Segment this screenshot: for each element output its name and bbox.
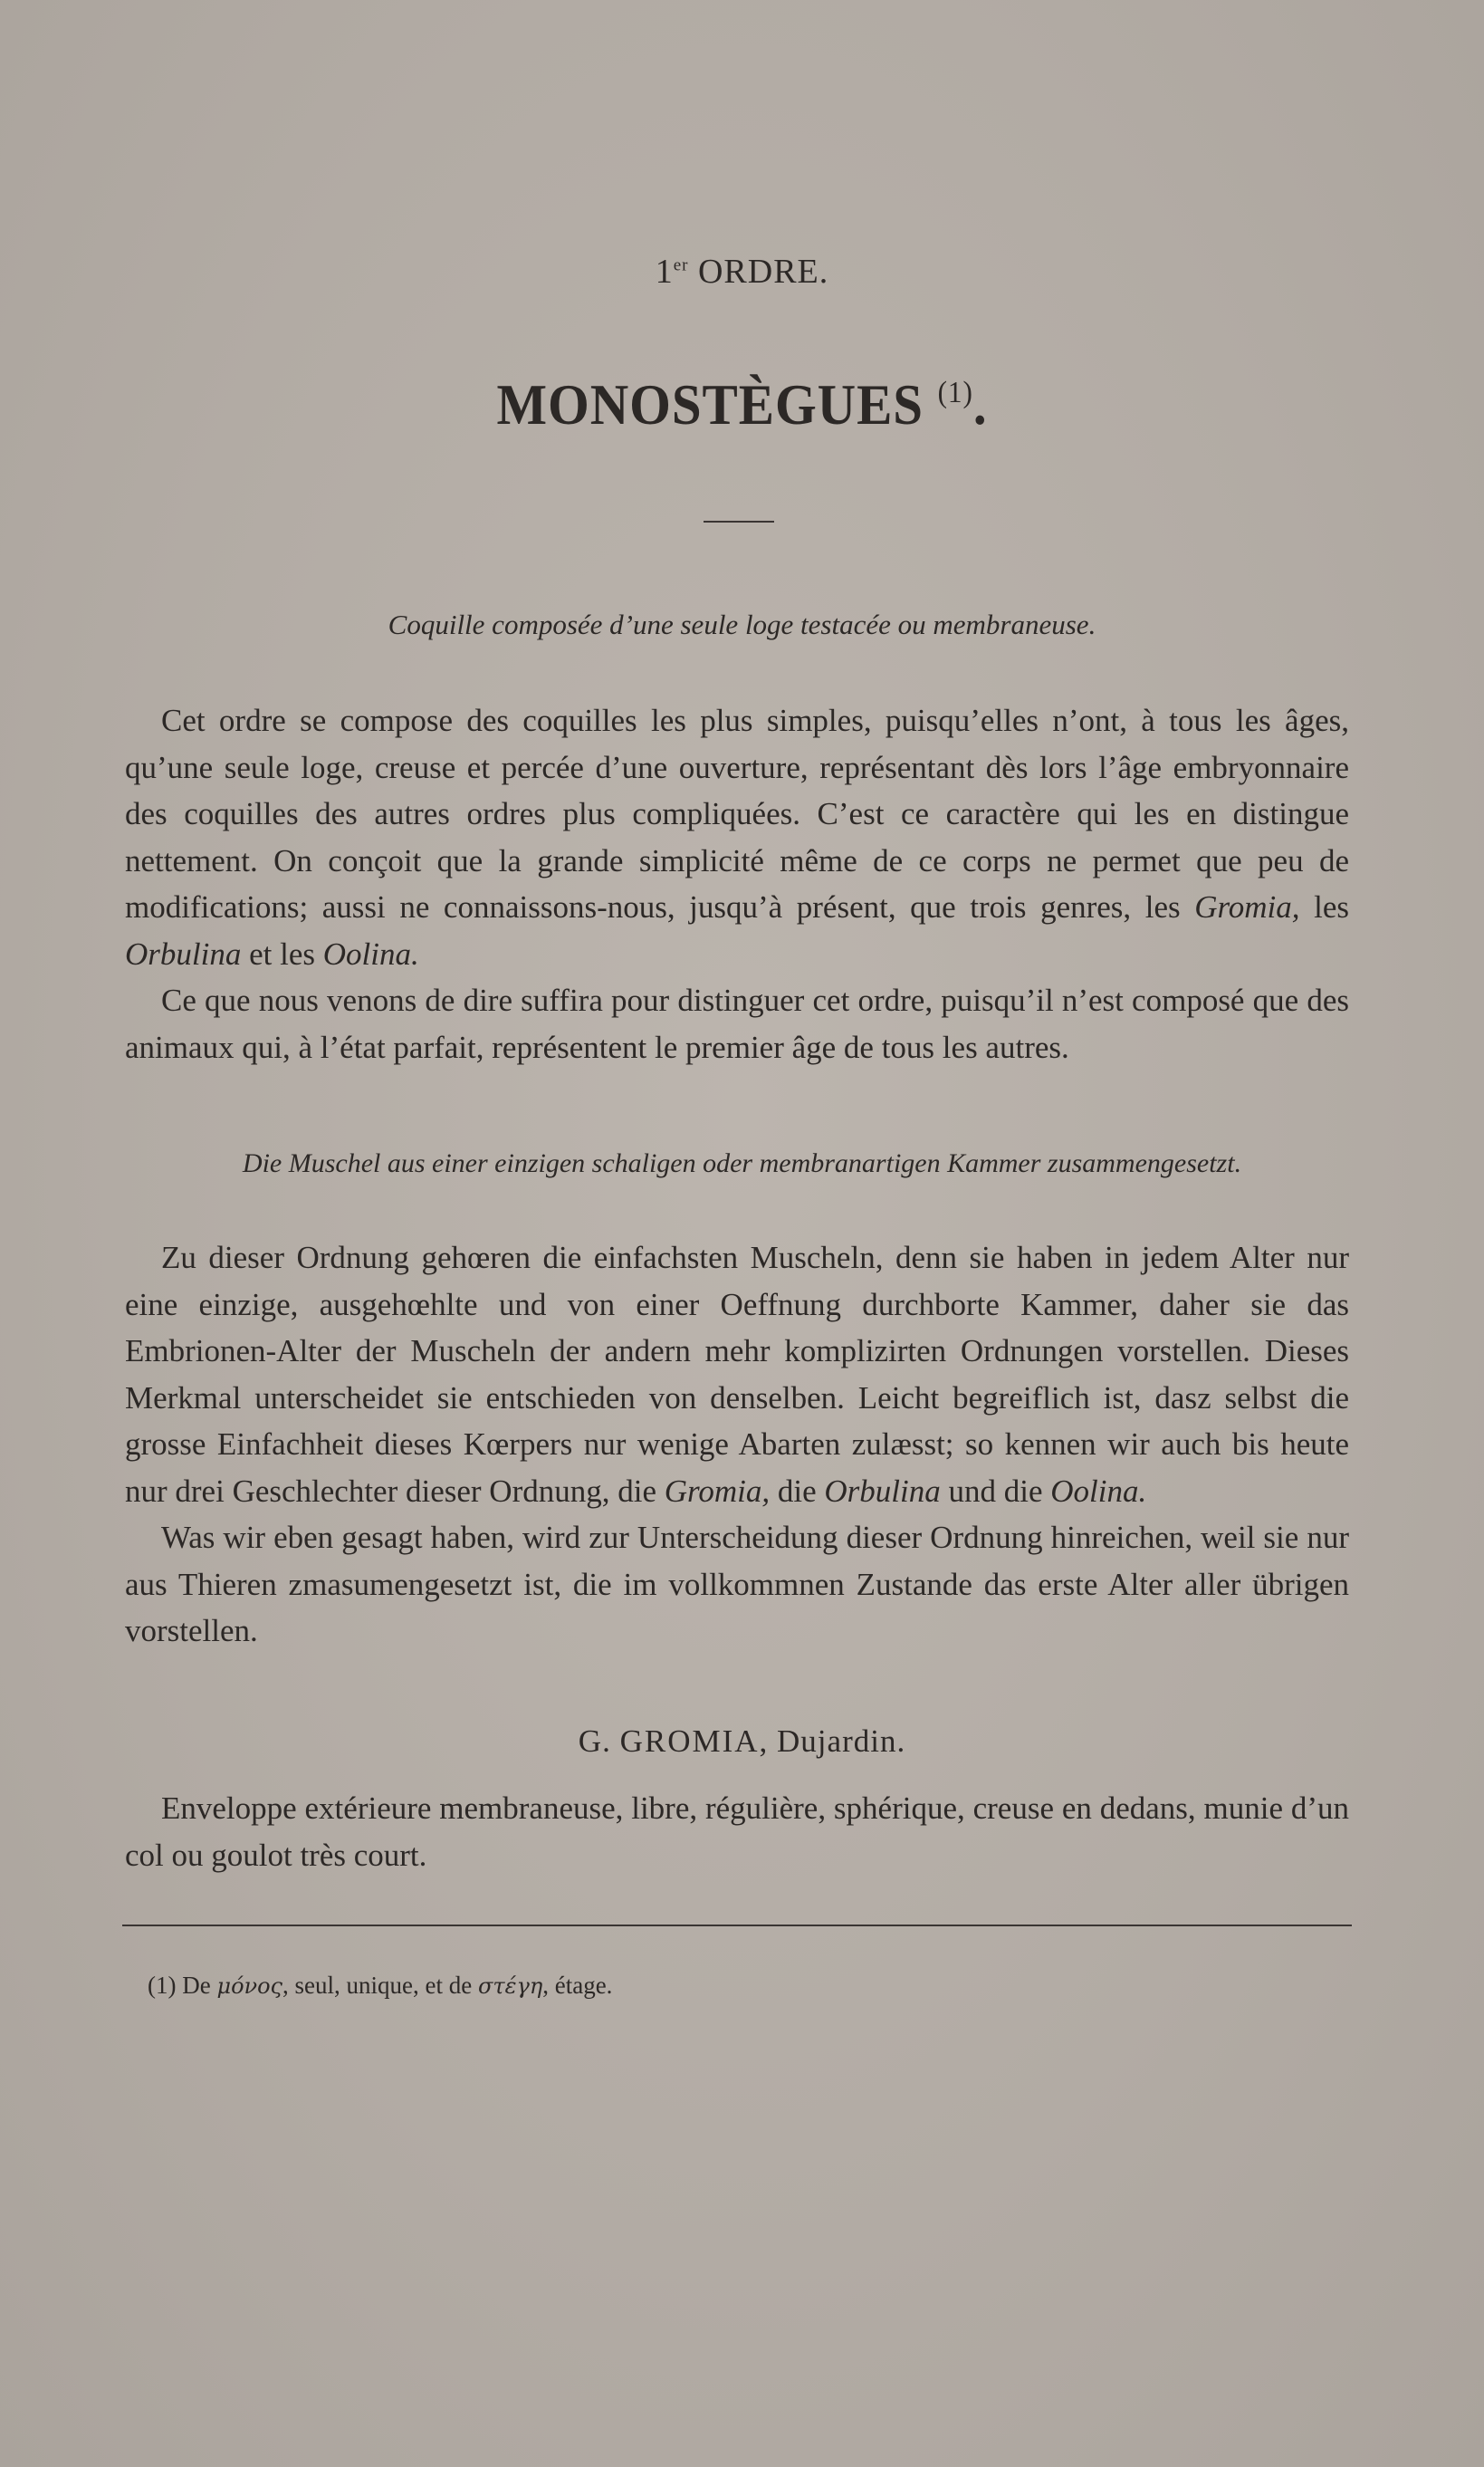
order-superscript: er (673, 255, 689, 275)
title-end: . (972, 372, 988, 437)
greek-word-stege: στέγη (477, 1973, 543, 1999)
genus-gromia: Gromia, (1194, 889, 1300, 925)
paragraph-text: Cet ordre se compose des coquilles les plus simples, puisqu’elles n’ont, à tous les âges, qu’une seule loge, creuse et percée d’une ouverture, représentant dès lors l’âge embryonnaire des coquilles des autres ordres plus compliquées. C’est ce caractère qui les en distingue nettement. On conçoit que la grande simplicité même de ce corps ne permet que peu de modifications; aussi ne connaissons-nous, jusqu’à présent, que trois genres, les (125, 703, 1349, 925)
genus-heading (0, 1723, 1484, 1760)
footnote-text: , seul, unique, et de (282, 1972, 478, 1999)
french-paragraph-2: Ce que nous venons de dire suffira pour distinguer cet ordre, puisqu’il n’est composé que des animaux qui, à l’état parfait, représentent le premier âge de tous les autres. (125, 983, 1349, 1065)
order-word: ORDRE. (697, 253, 829, 291)
footnote-text: De (176, 1972, 217, 1999)
paragraph-text: Zu dieser Ordnung gehœren die einfachsten Muscheln, denn sie haben in jedem Alter nur eine einzige, ausgehœhlte und von einer Oeffnung durchborte Kammer, daher sie das Embrionen-Alter der Muscheln der andern mehr komplizirten Ordnungen vorstellen. Dieses Merkmal unterscheidet sie entschieden von denselben. Leicht begreiflich ist, dasz selbst die grosse Einfachheit dieses Kœrpers nur wenige Abarten zulæsst; so kennen wir auch bis heute nur drei Geschlechter dieser Ordnung, die (125, 1240, 1349, 1509)
french-text-block (125, 697, 1349, 1070)
genus-author: , Dujardin. (759, 1723, 906, 1759)
footnote-marker: (1) (148, 1972, 177, 1999)
paragraph-text: und die (940, 1473, 1051, 1509)
title-divider (704, 521, 774, 523)
genus-prefix: G. (578, 1723, 611, 1759)
genus-name: GROMIA (619, 1723, 760, 1759)
gromia-paragraph: Enveloppe extérieure membraneuse, libre, régulière, sphérique, creuse en dedans, munie d’un col ou goulot très court. (125, 1790, 1349, 1873)
page-title (60, 371, 1425, 438)
title-text: MONOSTÈGUES (496, 372, 924, 437)
caption-french: Coquille composée d’une seule loge testacée ou membraneuse. (388, 609, 1096, 640)
footnote-reference: (1) (937, 376, 973, 409)
caption-german: Die Muschel aus einer einzigen schaligen oder membranartigen Kammer zusammengesetzt. (242, 1148, 1242, 1178)
footnote-divider (122, 1925, 1352, 1926)
order-heading (0, 252, 1484, 292)
german-paragraph-2: Was wir eben gesagt haben, wird zur Unterscheidung dieser Ordnung hinreichen, weil sie nur aus Thieren zmasumengesetzt ist, die im vollkommnen Zustande das erste Alter aller übrigen vorstellen. (125, 1520, 1349, 1648)
genus-oolina: Oolina. (1050, 1473, 1147, 1509)
genus-oolina: Oolina. (322, 936, 419, 972)
paragraph-text: les (1299, 889, 1349, 925)
german-paragraph-1 (125, 1234, 1349, 1514)
footnote (148, 1972, 612, 2000)
greek-word-monos: μόνος (216, 1973, 282, 1999)
order-number: 1 (655, 253, 674, 291)
gromia-description (125, 1785, 1349, 1878)
genus-orbulina: Orbulina (824, 1473, 941, 1509)
genus-gromia: Gromia, (664, 1473, 771, 1509)
paragraph-text: die (770, 1473, 825, 1509)
genus-orbulina: Orbulina (125, 936, 242, 972)
footnote-text: , étage. (542, 1972, 613, 1999)
paragraph-text: et les (241, 936, 323, 972)
french-paragraph-1 (125, 697, 1349, 977)
german-text-block (125, 1234, 1349, 1655)
